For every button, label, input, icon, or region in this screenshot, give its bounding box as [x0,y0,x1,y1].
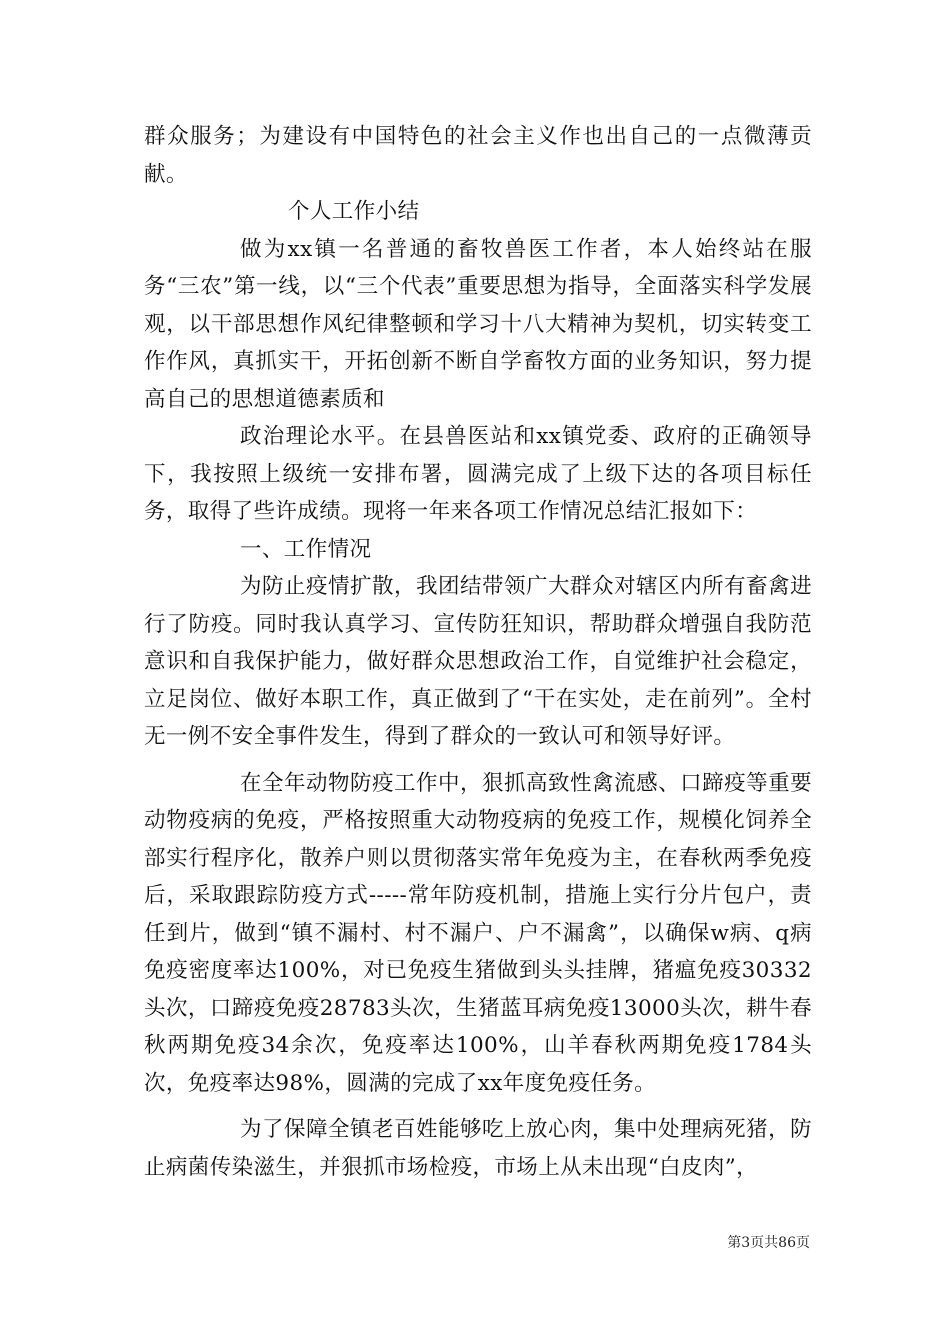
paragraph-intro: 做为xx镇一名普通的畜牧兽医工作者，本人始终站在服务“三农”第一线，以“三个代表”重要思想为指导，全面落实科学发展观，以干部思想作风纪律整顿和学习十八大精神为契机，切实转变工作作风，真抓实干，开拓创新不断自学畜牧方面的业务知识，努力提高自己的思想道德素质和 [144,236,812,412]
page-number: 第3页共86页 [727,1235,810,1251]
paragraph-annual-immunization: 在全年动物防疫工作中，狠抓高致性禽流感、口蹄疫等重要动物疫病的免疫，严格按照重大动物疫病的免疫工作，规模化饲养全部实行程序化，散养户则以贯彻落实常年免疫为主，在春秋两季免疫后，采取跟踪防疫方式-----常年防疫机制，措施上实行分片包户，责任到片，做到“镇不漏村、村不漏户、户不漏禽”，以确保w病、q病免疫密度率达100%，对已免疫生猪做到头头挂牌，猪瘟免疫30332头次，口蹄疫免疫28783头次，生猪蓝耳病免疫13000头次，耕牛春秋两期免疫34余次，免疫率达100%，山羊春秋两期免疫1784头次，免疫率达98%，圆满的完成了xx年度免疫任务。 [144,770,812,1096]
section-heading-work: 一、工作情况 [240,536,372,562]
section-title: 个人工作小结 [288,199,420,224]
paragraph-intro-continued: 政治理论水平。在县兽医站和xx镇党委、政府的正确领导下，我按照上级统一安排布署，圆满完成了上级下达的各项目标任务，取得了些许成绩。现将一年来各项工作情况总结汇报如下： [144,424,812,524]
paragraph-continued: 群众服务；为建设有中国特色的社会主义作也出自己的一点微薄贡献。 [144,124,812,187]
document-body [144,118,812,1186]
paragraph-meat-safety: 为了保障全镇老百姓能够吃上放心肉，集中处理病死猪，防止病菌传染滋生，并狠抓市场检疫，市场上从未出现“白皮肉”， [144,1117,812,1180]
paragraph-epidemic-prevention: 为防止疫情扩散，我团结带领广大群众对辖区内所有畜禽进行了防疫。同时我认真学习、宣传防狂知识，帮助群众增强自我防范意识和自我保护能力，做好群众思想政治工作，自觉维护社会稳定，立足岗位、做好本职工作，真正做到了“干在实处，走在前列”。全村无一例不安全事件发生，得到了群众的一致认可和领导好评。 [144,574,812,749]
